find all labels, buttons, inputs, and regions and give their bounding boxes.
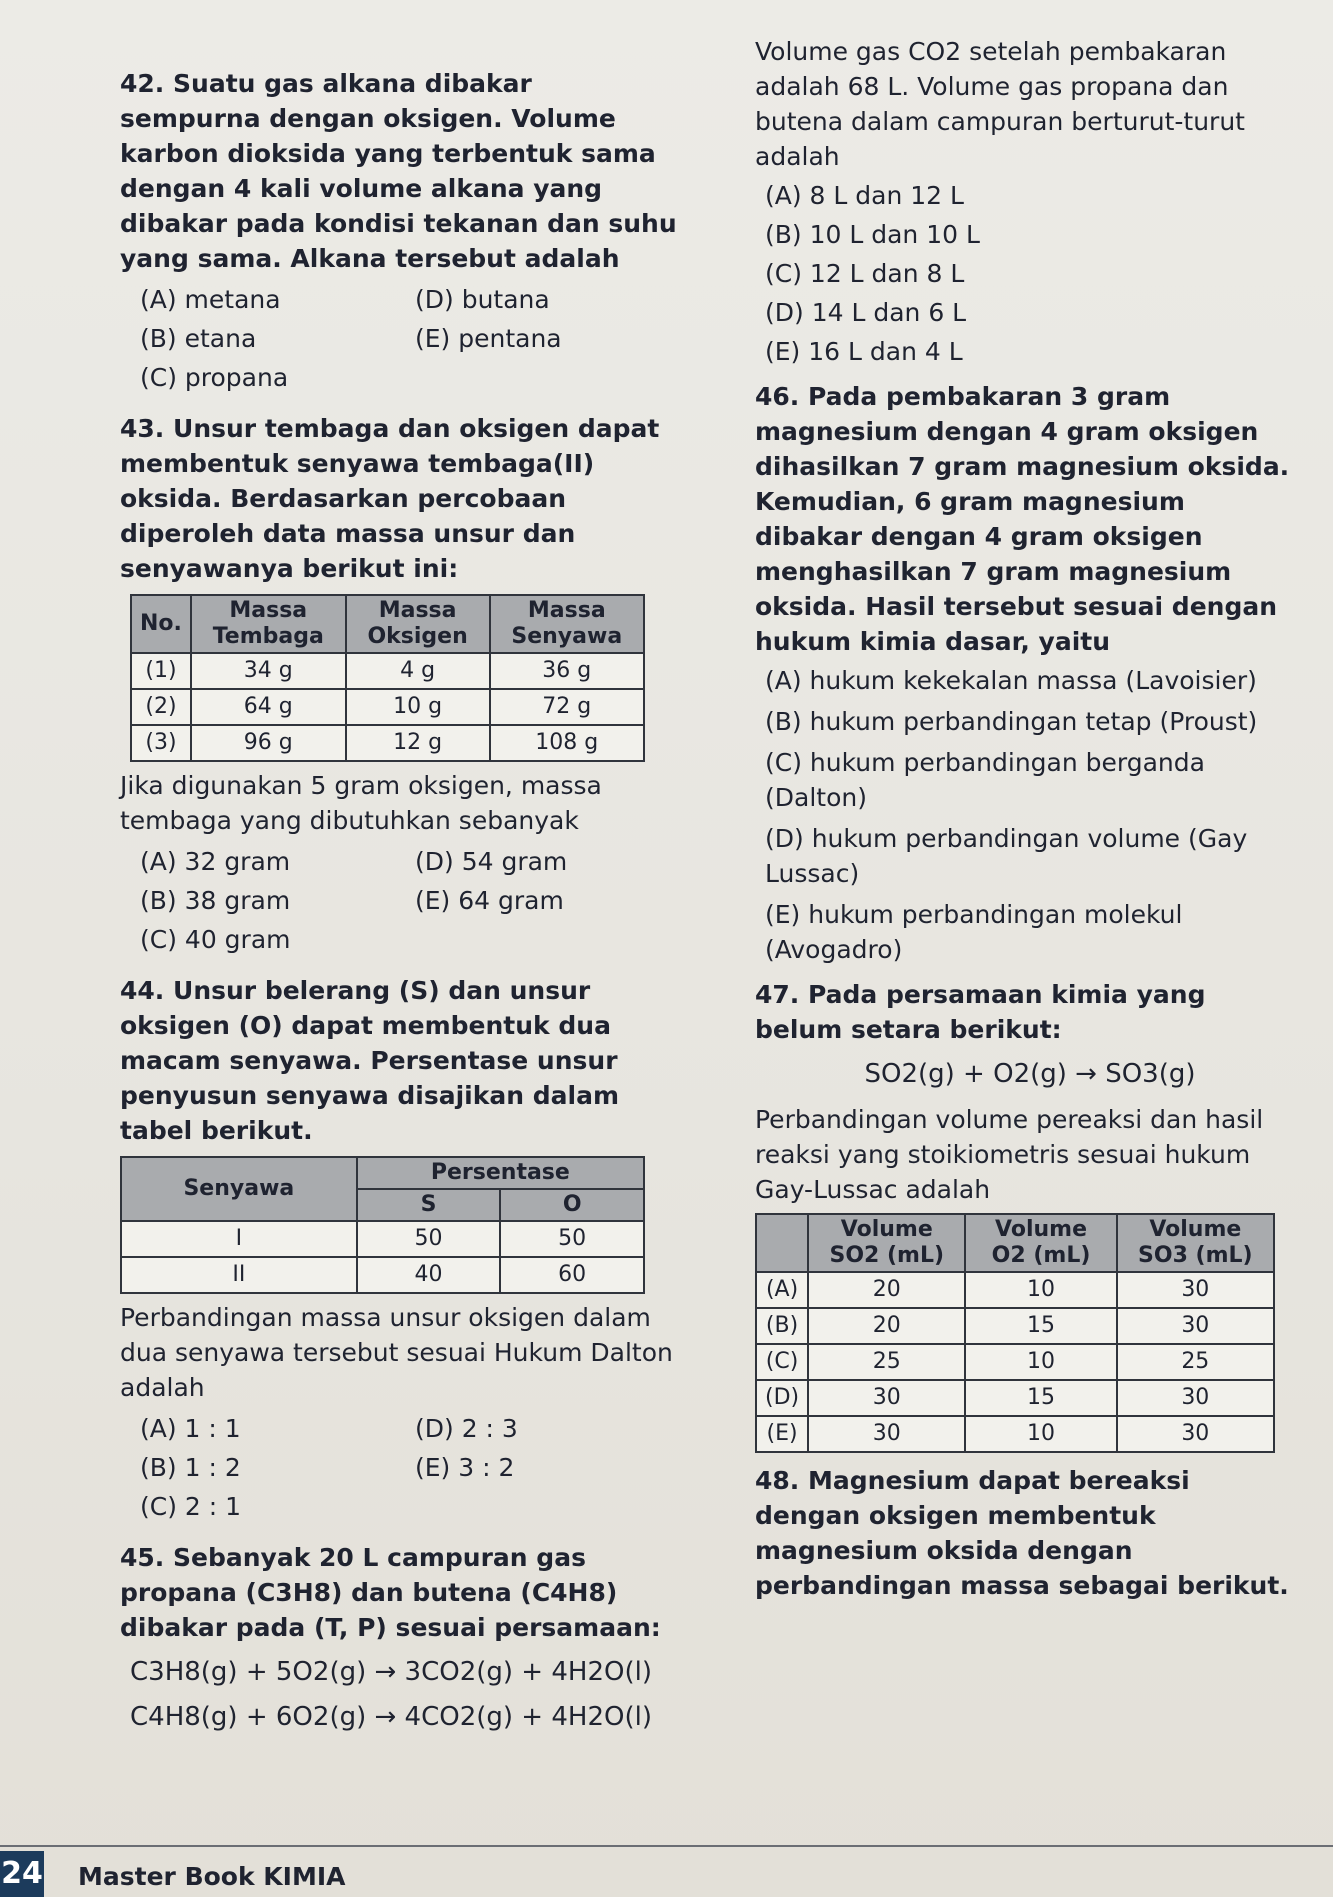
- option: (E) 16 L dan 4 L: [765, 337, 963, 366]
- table-cell: 15: [965, 1380, 1116, 1416]
- table-row: [131, 689, 644, 725]
- table-cell: 96 g: [191, 725, 346, 761]
- table-cell: 108 g: [490, 725, 644, 761]
- option: (D) hukum perbandingan volume (Gay Lussac): [765, 824, 1248, 888]
- table-row: [131, 725, 644, 761]
- table-header: Volume SO3 (mL): [1117, 1214, 1274, 1272]
- question-number: 46.: [755, 382, 800, 411]
- option: (A) 8 L dan 12 L: [765, 181, 964, 210]
- table-header: Volume SO2 (mL): [808, 1214, 965, 1272]
- table-header: Volume O2 (mL): [965, 1214, 1116, 1272]
- table-cell: 30: [1117, 1272, 1274, 1308]
- question-prompt: Perbandingan volume pereaksi dan hasil reaksi yang stoikiometris sesuai hukum Gay-Lussac adalah: [755, 1105, 1264, 1204]
- option: (C) propana: [140, 363, 289, 392]
- option: (E) hukum perbandingan molekul (Avogadro): [765, 900, 1183, 964]
- table-header: Massa Oksigen: [346, 595, 490, 653]
- table-cell: 4 g: [346, 653, 490, 689]
- table-cell: 60: [500, 1257, 644, 1293]
- question-number: 44.: [120, 976, 165, 1005]
- option: (A) 32 gram: [140, 847, 291, 876]
- question-number: 45.: [120, 1543, 165, 1572]
- volume-table: [755, 1213, 1275, 1453]
- sulfur-oxygen-table: [120, 1156, 645, 1294]
- question-number: 47.: [755, 980, 800, 1009]
- table-row: [121, 1257, 644, 1293]
- table-row: [756, 1380, 1274, 1416]
- left-column: [120, 66, 680, 1745]
- question-text: Unsur tembaga dan oksigen dapat membentuk senyawa tembaga(II) oksida. Berdasarkan percobaan diperoleh data massa unsur dan senyawanya berikut ini:: [120, 414, 660, 583]
- table-header: [756, 1214, 808, 1272]
- option: (C) 12 L dan 8 L: [765, 259, 965, 288]
- question-prompt: Jika digunakan 5 gram oksigen, massa tembaga yang dibutuhkan sebanyak: [120, 771, 602, 835]
- equation-so2: SO2(g) + O2(g) → SO3(g): [864, 1059, 1196, 1089]
- option: (A) hukum kekekalan massa (Lavoisier): [765, 666, 1257, 695]
- table-row: [131, 653, 644, 689]
- table-cell: 64 g: [191, 689, 346, 725]
- table-cell: 20: [808, 1308, 965, 1344]
- table-row: [756, 1344, 1274, 1380]
- question-text: Pada persamaan kimia yang belum setara berikut:: [755, 980, 1206, 1044]
- option: (E) pentana: [415, 324, 562, 353]
- option: (A) 1 : 1: [140, 1414, 241, 1443]
- equation-butene: C4H8(g) + 6O2(g) → 4CO2(g) + 4H2O(l): [130, 1702, 652, 1732]
- option: (C) hukum perbandingan berganda (Dalton): [765, 748, 1205, 812]
- question-prompt: Perbandingan massa unsur oksigen dalam dua senyawa tersebut sesuai Hukum Dalton adalah: [120, 1303, 673, 1402]
- table-cell: 34 g: [191, 653, 346, 689]
- table-cell: I: [121, 1221, 357, 1257]
- option: (C) 2 : 1: [140, 1492, 242, 1521]
- table-cell: (D): [756, 1380, 808, 1416]
- right-column: [755, 34, 1295, 1603]
- question-47: [755, 977, 1295, 1453]
- options: [755, 663, 1295, 967]
- copper-oxygen-table: [130, 594, 645, 762]
- question-text: Sebanyak 20 L campuran gas propana (C3H8) dan butena (C4H8) dibakar pada (T, P) sesuai persamaan:: [120, 1543, 661, 1642]
- page-number: 24: [0, 1851, 44, 1897]
- table-cell: 25: [1117, 1344, 1274, 1380]
- table-row: [756, 1272, 1274, 1308]
- option: (B) 10 L dan 10 L: [765, 220, 980, 249]
- table-header: No.: [131, 595, 191, 653]
- option: (D) 14 L dan 6 L: [765, 298, 967, 327]
- equation-propane: C3H8(g) + 5O2(g) → 3CO2(g) + 4H2O(l): [130, 1657, 652, 1687]
- table-cell: 36 g: [490, 653, 644, 689]
- option: (C) 40 gram: [140, 925, 291, 954]
- table-cell: 30: [1117, 1308, 1274, 1344]
- table-cell: 25: [808, 1344, 965, 1380]
- table-header: Massa Tembaga: [191, 595, 346, 653]
- option: (E) 64 gram: [415, 886, 564, 915]
- option: (B) hukum perbandingan tetap (Proust): [765, 707, 1258, 736]
- question-text: Volume gas CO2 setelah pembakaran adalah 68 L. Volume gas propana dan butena dalam campuran berturut-turut adalah: [755, 37, 1245, 171]
- table-header: O: [500, 1189, 644, 1221]
- table-cell: 40: [357, 1257, 501, 1293]
- table-cell: (E): [756, 1416, 808, 1452]
- table-row: [756, 1308, 1274, 1344]
- table-cell: (A): [756, 1272, 808, 1308]
- question-45: [120, 1540, 680, 1735]
- table-cell: 50: [500, 1221, 644, 1257]
- table-cell: 72 g: [490, 689, 644, 725]
- table-header: Persentase: [357, 1157, 644, 1189]
- options: [755, 178, 1295, 369]
- option: (B) etana: [140, 324, 257, 353]
- table-cell: 15: [965, 1308, 1116, 1344]
- question-46: [755, 379, 1295, 967]
- question-45-continued: [755, 34, 1295, 369]
- option: (D) butana: [415, 285, 550, 314]
- table-cell: 30: [1117, 1380, 1274, 1416]
- option: (D) 54 gram: [415, 847, 568, 876]
- table-cell: II: [121, 1257, 357, 1293]
- table-cell: 30: [1117, 1416, 1274, 1452]
- question-number: 48.: [755, 1466, 800, 1495]
- book-title: Master Book KIMIA: [78, 1862, 346, 1891]
- table-cell: 30: [808, 1380, 965, 1416]
- table-row: [121, 1221, 644, 1257]
- table-cell: (1): [131, 653, 191, 689]
- options: [120, 282, 680, 399]
- question-44: [120, 973, 680, 1528]
- question-48: [755, 1463, 1295, 1603]
- option: (E) 3 : 2: [415, 1453, 515, 1482]
- table-cell: 10: [965, 1344, 1116, 1380]
- table-cell: (3): [131, 725, 191, 761]
- page-footer: [0, 1851, 1333, 1897]
- question-42: [120, 66, 680, 399]
- footer-divider: [0, 1845, 1333, 1847]
- table-cell: 10: [965, 1272, 1116, 1308]
- table-cell: 50: [357, 1221, 501, 1257]
- table-cell: 12 g: [346, 725, 490, 761]
- options: [120, 844, 680, 961]
- table-header: Senyawa: [121, 1157, 357, 1221]
- table-cell: (2): [131, 689, 191, 725]
- table-cell: 20: [808, 1272, 965, 1308]
- table-cell: (B): [756, 1308, 808, 1344]
- options: [120, 1411, 680, 1528]
- option: (B) 38 gram: [140, 886, 291, 915]
- table-cell: 10 g: [346, 689, 490, 725]
- table-row: [756, 1416, 1274, 1452]
- option: (A) metana: [140, 285, 281, 314]
- question-text: Unsur belerang (S) dan unsur oksigen (O) dapat membentuk dua macam senyawa. Persentase unsur penyusun senyawa disajikan dalam tabel berikut.: [120, 976, 619, 1145]
- table-cell: 30: [808, 1416, 965, 1452]
- question-43: [120, 411, 680, 961]
- table-cell: 10: [965, 1416, 1116, 1452]
- option: (D) 2 : 3: [415, 1414, 518, 1443]
- question-number: 42.: [120, 69, 165, 98]
- question-text: Suatu gas alkana dibakar sempurna dengan oksigen. Volume karbon dioksida yang terbentuk sama dengan 4 kali volume alkana yang dibakar pada kondisi tekanan dan suhu yang sama. Alkana tersebut adalah: [120, 69, 677, 273]
- table-header: S: [357, 1189, 501, 1221]
- table-cell: (C): [756, 1344, 808, 1380]
- question-text: Pada pembakaran 3 gram magnesium dengan 4 gram oksigen dihasilkan 7 gram magnesium oksida. Kemudian, 6 gram magnesium dibakar dengan 4 gram oksigen menghasilkan 7 gram magnesium oksida. Hasil tersebut sesuai dengan hukum kimia dasar, yaitu: [755, 382, 1290, 656]
- option: (B) 1 : 2: [140, 1453, 241, 1482]
- question-number: 43.: [120, 414, 165, 443]
- table-header: Massa Senyawa: [490, 595, 644, 653]
- question-text: Magnesium dapat bereaksi dengan oksigen membentuk magnesium oksida dengan perbandingan massa sebagai berikut.: [755, 1466, 1289, 1600]
